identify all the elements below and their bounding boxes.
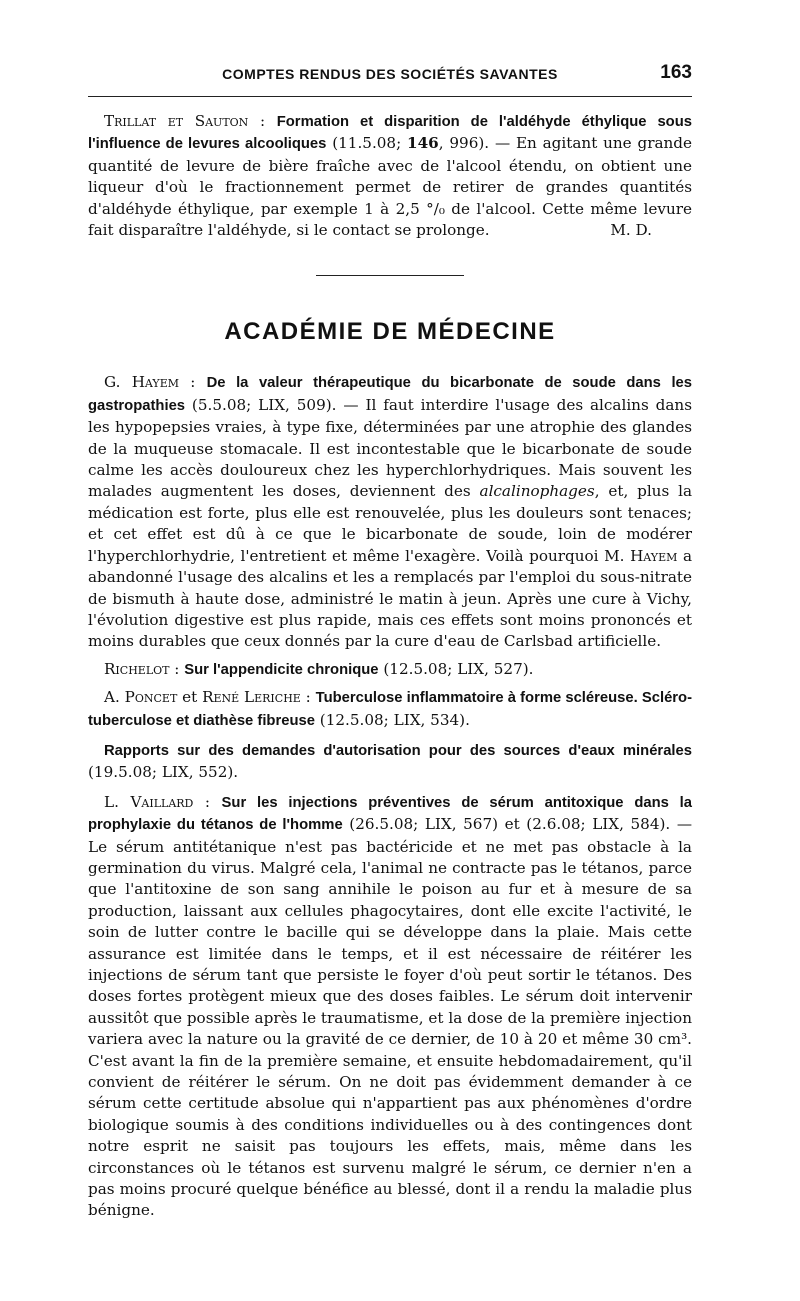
- entry-ref: (12.5.08; LIX, 534).: [319, 710, 470, 729]
- entry-authors: Trillat et Sauton: [104, 112, 249, 130]
- entry-vaillard: L. Vaillard : Sur les injections préventives de sérum antitoxique dans la prophylaxie du tétanos de l'homme (26.5.08; LIX, 567) et (2.6.08; LIX, 584). — Le sérum antitétanique n'est pas bactéricide et ne met pas obstacle à la germination du virus. Malgré cela, l'animal ne contracte pas le tétanos, parce que l'antitoxine de son sang annihile le poison au fur et à mesure de sa production, laissant aux cellules phagocytaires, dont elle excite l'activité, le soin de lutter contre le bacille qui se développe dans la plaie. Mais cette assurance est limitée dans le temps, et il est nécessaire de réitérer les injections de sérum tant que persiste le foyer d'où peut sortir le tétanos. Des doses fortes protègent mieux que des doses faibles. Le sérum doit intervenir aussitôt que possible après le traumatisme, et la dose de la première injection variera avec la nature ou la gravité de ce dernier, de 10 à 20 et même 30 cm³. C'est avant la fin de la première semaine, et ensuite hebdomadairement, qu'il convient de réitérer le sérum. On ne doit pas évidemment demander à ce sérum cette certitude absolue qui n'appartient pas aux phénomènes d'ordre biologique soumis à des conditions individuelles ou à des contingences dont notre esprit ne saisit pas toujours les effets, mais, même dans les circonstances où le tétanos est survenu malgré le sérum, ce dernier n'en a pas moins procuré quelque bénéfice au blessé, dont il a rendu la maladie plus bénigne.: [88, 792, 693, 1220]
- signature: M. D.: [610, 221, 652, 240]
- entry-ref-b: , 996).: [438, 134, 490, 153]
- entry-author: Poncet: [124, 688, 178, 707]
- entry-title: Tuberculose inflammatoire à forme scléreuse. Scléro-tuberculose et diathèse fibreuse: [88, 690, 693, 729]
- author-connector: et: [182, 688, 198, 707]
- entry-author: Hayem: [131, 373, 179, 392]
- header-title: COMPTES RENDUS DES SOCIÉTÉS SAVANTES: [222, 66, 558, 82]
- author-initial: A.: [104, 688, 120, 707]
- entry-author-mention: Hayem: [630, 546, 678, 565]
- entry-italic-term: alcalinophages: [479, 482, 595, 501]
- entry-ref: (12.5.08; LIX, 527).: [383, 659, 534, 678]
- section-separator: [316, 275, 464, 276]
- section-heading: ACADÉMIE DE MÉDECINE: [224, 318, 556, 346]
- entry-body-c: a abandonné l'usage des alcalins et les a remplacés par l'emploi du sous-nitrate de bismuth à haute dose, administré le matin à jeun. Après une cure à Vichy, l'évolution digestive est plus rapide, mais ces effets sont moins prononcés et moins durables que ceux donnés par la cure d'eau de Carlsbad artificielle.: [88, 546, 693, 651]
- author-initial: L.: [104, 792, 119, 811]
- entry-ref: (19.5.08; LIX, 552).: [88, 763, 239, 782]
- header-rule: [88, 96, 692, 97]
- entry-title: Sur l'appendicite chronique: [184, 661, 379, 678]
- entry-title: Sur les injections préventives de sérum antitoxique dans la prophylaxie du tétanos de l'homme: [88, 794, 693, 834]
- entry-ref: (5.5.08; LIX, 509).: [191, 395, 337, 414]
- entry-hayem: G. Hayem : De la valeur thérapeutique du bicarbonate de soude dans les gastropathies (5.5.08; LIX, 509). — Il faut interdire l'usage des alcalins dans les hypopepsies vraies, à type fixe, déterminées par une atrophie des glandes de la muqueuse stomacale. Il est incontestable que le bicarbonate de soude calme les accès douloureux chez les hyperchlorhydriques. Mais souvent les malades augmentent les doses, deviennent des alcalinophages, et, plus la médication est forte, plus elle est renouvelée, plus les douleurs sont tenaces; et cet effet est dû à ce que le bicarbonate de soude, loin de modérer l'hyperchlorhydrie, l'entretient et même l'exagère. Voilà pourquoi M. Hayem a abandonné l'usage des alcalins et les a remplacés par l'emploi du sous-nitrate de bismuth à haute dose, administré le matin à jeun. Après une cure à Vichy, l'évolution digestive est plus rapide, mais ces effets sont moins prononcés et moins durables que ceux donnés par la cure d'eau de Carlsbad artificielle.: [88, 373, 693, 651]
- entry-body-b: , et, plus la médication est forte, plus elle est renouvelée, plus les douleurs sont tenaces; et cet effet est dû à ce que le bicarbonate de soude, loin de modérer l'hyperchlorhydrie, l'entretient et même l'exagère. Voilà pourquoi M.: [88, 482, 692, 565]
- entry-ref: (26.5.08; LIX, 567) et (2.6.08; LIX, 584).: [349, 815, 671, 834]
- entry-trillat-sauton: Trillat et Sauton : Formation et disparition de l'aldéhyde éthylique sous l'influence de levures alcooliques (11.5.08; 146, 996). — En agitant une grande quantité de levure de bière fraîche avec de l'alcool étendu, on obtient une liqueur d'où le fractionnement permet de retirer de grandes quantités d'aldéhyde éthylique, par exemple 1 à 2,5 °/₀ de l'alcool. Cette même levure fait disparaître l'aldéhyde, si le contact se prolonge. M. D.: [88, 111, 692, 241]
- entry-ref-a: (11.5.08;: [332, 134, 408, 153]
- running-header: [88, 60, 692, 92]
- entry-poncet-leriche: A. Poncet et René Leriche : Tuberculose inflammatoire à forme scléreuse. Scléro-tuberculose et diathèse fibreuse (12.5.08; LIX, 534).: [88, 688, 693, 729]
- entry-author: Richelot: [104, 659, 170, 678]
- entry-body-a: — Il faut interdire l'usage des alcalins dans les hypopepsies vraies, à type fixe, déterminées par une atrophie des glandes de la muqueuse stomacale. Il est incontestable que le bicarbonate de soude calme les accès douloureux chez les hyperchlorhydriques. Mais souvent les malades augmentent les doses, deviennent des: [88, 395, 692, 501]
- entry-body: — Le sérum antitétanique n'est pas bactéricide et ne met pas obstacle à la germination du virus. Malgré cela, l'animal ne contracte pas le tétanos, parce que l'antitoxine de son sang annihile le poison au fur et à mesure de sa production, laissant aux cellules phagocytaires, dont elle excite l'activité, le soin de lutter contre le bacille qui se développe dans la plaie. Mais cette assurance est limitée dans le temps, et il est nécessaire de réitérer les injections de sérum tant que persiste le foyer d'où peut sortir le tétanos. Des doses fortes protègent mieux que des doses faibles. Le sérum doit intervenir aussitôt que possible après le traumatisme, et la dose de la première injection variera avec la nature ou la gravité de ce dernier, de 10 à 20 et même 30 cm³. C'est avant la fin de la première semaine, et ensuite hebdomadairement, qu'il convient de réitérer le sérum. On ne doit pas évidemment demander à ce sérum cette certitude absolue qui n'appartient pas aux phénomènes d'ordre biologique soumis à des conditions individuelles ou à des contingences dont notre esprit ne saisit pas toujours les effets, mais, même dans les circonstances où le tétanos est survenu malgré le sérum, ce dernier n'en a pas moins procuré quelque bénéfice au blessé, dont il a rendu la maladie plus bénigne.: [88, 815, 693, 1220]
- entry-rapports: [88, 740, 692, 784]
- entry-author: Vaillard: [130, 792, 194, 811]
- entry-body: — En agitant une grande quantité de levure de bière fraîche avec de l'alcool étendu, on obtient une liqueur d'où le fractionnement permet de retirer de grandes quantités d'aldéhyde éthylique, par exemple 1 à 2,5 °/₀ de l'alcool. Cette même levure fait disparaître l'aldéhyde, si le contact se prolonge.: [88, 134, 693, 240]
- entry-title: Rapports sur des demandes d'autorisation pour des sources d'eaux minérales: [104, 742, 692, 759]
- entry-title: De la valeur thérapeutique du bicarbonate de soude dans les gastropathies: [88, 375, 693, 414]
- entry-ref-volume: 146: [407, 134, 439, 153]
- entry-richelot: Richelot : Sur l'appendicite chronique (12.5.08; LIX, 527).: [104, 659, 534, 678]
- entry-title: Formation et disparition de l'aldéhyde éthylique sous l'influence de levures alcooliques: [88, 114, 692, 153]
- entry-author: René Leriche: [202, 688, 301, 707]
- page-number: 163: [660, 62, 692, 83]
- document-page: [88, 60, 692, 1222]
- author-initial: G.: [104, 373, 121, 392]
